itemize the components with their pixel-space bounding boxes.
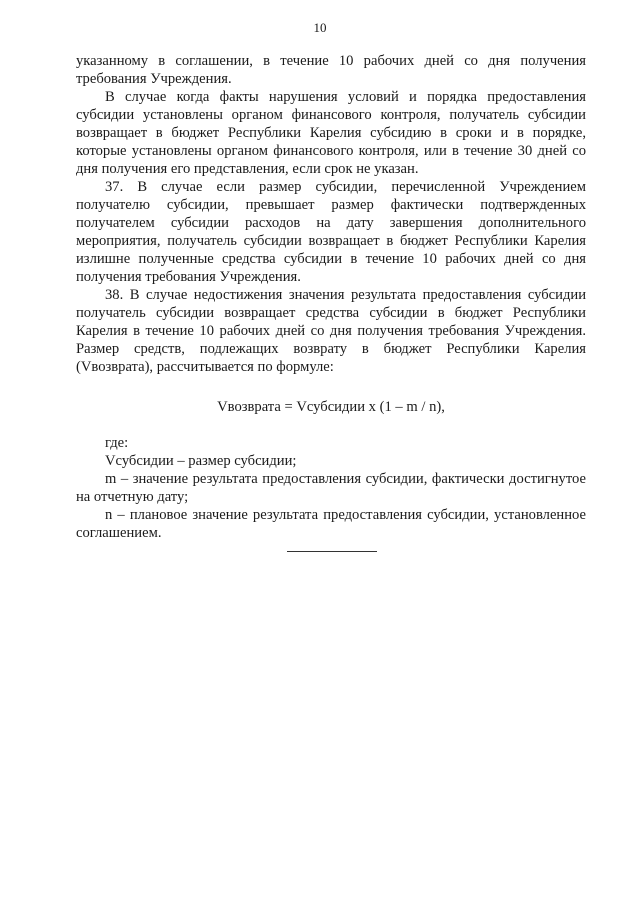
end-separator-line [287, 551, 377, 552]
where-label: где: [105, 435, 129, 451]
document-body [76, 52, 586, 542]
definition-n: n – плановое значение результата предоставления субсидии, установленное соглашением. [76, 507, 586, 541]
definition-vsubsidii: Vсубсидии – размер субсидии; [105, 453, 297, 469]
paragraph-continuation: указанному в соглашении, в течение 10 рабочих дней со дня получения требования Учреждения. [76, 53, 586, 87]
definition-m: m – значение результата предоставления субсидии, фактически достигнутое на отчетную дату; [76, 471, 586, 505]
page-number: 10 [313, 20, 327, 35]
paragraph-item-38: 38. В случае недостижения значения результата предоставления субсидии получатель субсидии возвращает средства субсидии в бюджет Республики Карелия в течение 10 рабочих дней со дня получения требования Учреждения. Размер средств, подлежащих возврату в бюджет Республики Карелия (Vвозврата), рассчитывается по формуле: [76, 287, 586, 375]
paragraph-violation: В случае когда факты нарушения условий и порядка предоставления субсидии установлены органом финансового контроля, получатель субсидии возвращает в бюджет Республики Карелия субсидию в сроки и в порядке, которые установлены органом финансового контроля, или в течение 30 дней со дня получения его представления, если срок не указан. [76, 89, 586, 177]
paragraph-item-37: 37. В случае если размер субсидии, перечисленной Учреждением получателю субсидии, превышает размер фактически подтвержденных получателем субсидии расходов на дату завершения дополнительного мероприятия, получатель субсидии возвращает в бюджет Республики Карелия излишне полученные средства субсидии в течение 10 рабочих дней со дня получения требования Учреждения. [76, 179, 586, 285]
formula: Vвозврата = Vсубсидии x (1 – m / n), [217, 399, 445, 415]
